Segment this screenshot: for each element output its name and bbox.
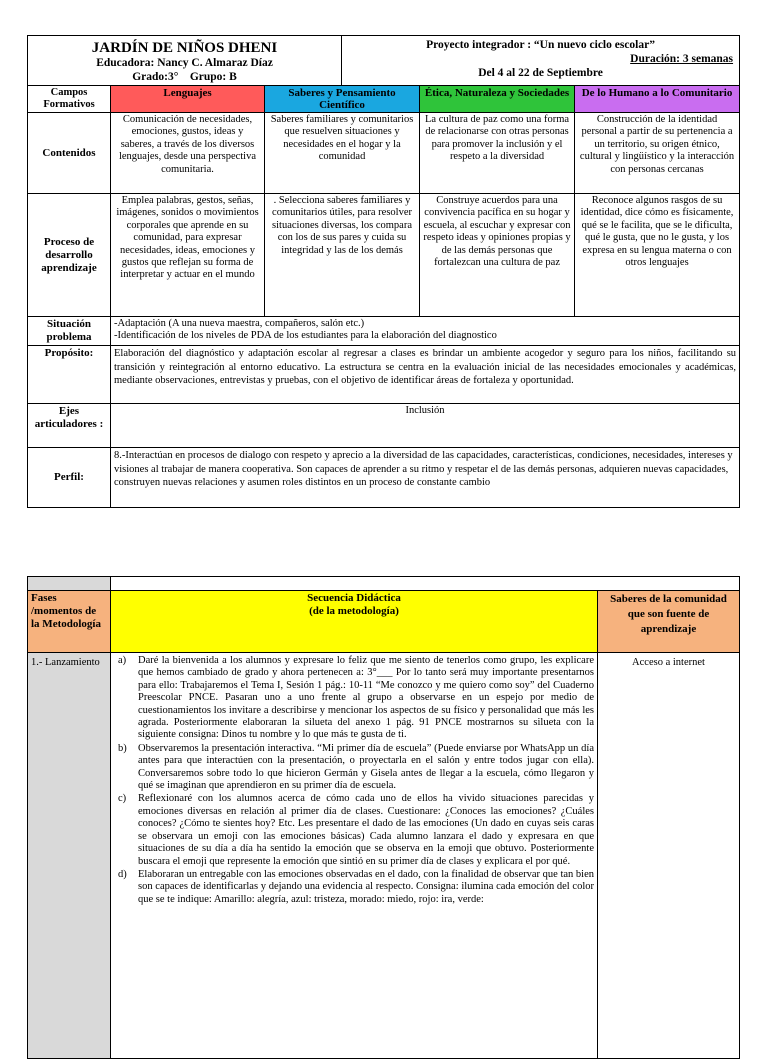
situacion-text	[111, 317, 740, 346]
project-duration: Duración: 3 semanas	[630, 53, 734, 65]
sequence-table	[27, 576, 740, 1059]
project-header-cell	[342, 36, 740, 86]
ejes-label: Ejes articuladores :	[28, 404, 111, 448]
contenido-humano: Construcción de la identidad personal a partir de su pertenencia a un territorio, su origen étnico, cultural y lingüístico y la interacción con personas cercanas	[575, 113, 740, 194]
campo-etica: Ética, Naturaleza y Sociedades	[420, 86, 575, 113]
contenido-etica: La cultura de paz como una forma de relacionarse con otras personas para promover la inclusión y el respeto a la diversidad	[420, 113, 575, 194]
contenido-saberes: Saberes familiares y comunitarios que resuelven situaciones y necesidades en el hogar y la comunidad	[265, 113, 420, 194]
proceso-label: Proceso de desarrollo aprendizaje	[28, 194, 111, 317]
teacher-name: Educadora: Nancy C. Almaraz Díaz	[96, 57, 273, 69]
situacion-line-2: -Identificación de los niveles de PDA de los estudiantes para la elaboración del diagnostico	[114, 330, 497, 342]
sequence-top-spacer-left	[28, 577, 111, 591]
secuencia-item	[114, 793, 594, 867]
resource-cell: Acceso a internet	[598, 653, 740, 1059]
item-label: c)	[118, 793, 127, 805]
secuencia-subtitle: (de la metodología)	[309, 605, 399, 617]
campos-label: Campos Formativos	[28, 86, 111, 113]
campo-saberes: Saberes y Pensamiento Científico	[265, 86, 420, 113]
secuencia-list	[114, 655, 594, 906]
secuencia-item	[114, 869, 594, 906]
secuencia-title-cell	[111, 591, 598, 653]
proposito-label: Propósito:	[28, 346, 111, 404]
item-label: b)	[118, 742, 127, 754]
phase-lanzamiento: 1.- Lanzamiento	[28, 653, 111, 1059]
planning-table	[27, 35, 740, 508]
situacion-label: Situación problema	[28, 317, 111, 346]
proceso-saberes: . Selecciona saberes familiares y comunitarios útiles, para resolver situaciones diversas, los compara con los de sus pares y cuida su integridad y las de los demás	[265, 194, 420, 317]
item-text: Observaremos la presentación interactiva. “Mi primer día de escuela” (Puede enviarse por WhatsApp un día antes para que interactúen con la presentación, o proyectarla en el salón y entre todos jugar con ella). Conversaremos sobre todo lo que hicieron Germán y Gisela antes de llegar a la escuela, cómo llegaron y qué se imaginan que aprendieron en su primer día de escuela.	[138, 742, 594, 792]
item-label: a)	[118, 655, 127, 666]
school-name: JARDÍN DE NIÑOS DHENI	[91, 40, 278, 56]
item-text: Reflexionaré con los alumnos acerca de cómo cada uno de ellos ha vivido situaciones parecidas y emociones diversas en relación al primer día de clases. Cuestionare: ¿Conoces las emociones? ¿Cuáles conoces? ¿Cómo te sientes hoy? Etc. Les presentare el dado de las emociones (Un dado en cuyas seis caras se observara un emoji con las emociones básicas) Cada alumno lanzara el dado y expresara en que situaciones de su día a día ha sentido la emoción que se observa en la emoji que obtuvo. Posteriormente buscara el emoji que represente la emoción que sintió en su primer día de clases y explicara el por qué.	[138, 793, 594, 867]
project-title: Proyecto integrador : “Un nuevo ciclo escolar”	[426, 39, 655, 51]
proceso-lenguajes: Emplea palabras, gestos, señas, imágenes, sonidos o movimientos corporales que aprende en su comunidad, para expresar necesidades, ideas, emociones y gustos que reflejan su forma de interpretar y actuar en el mundo	[111, 194, 265, 317]
proceso-humano: Reconoce algunos rasgos de su identidad, dice cómo es físicamente, qué se le facilita, que se le dificulta, qué le gusta, que no le gusta, y los expresa en su lengua materna o con otros lenguajes	[575, 194, 740, 317]
contenido-lenguajes: Comunicación de necesidades, emociones, gustos, ideas y saberes, a través de los diversos lenguajes, desde una perspectiva comunitaria.	[111, 113, 265, 194]
perfil-text: 8.-Interactúan en procesos de dialogo con respeto y aprecio a la diversidad de las capacidades, características, condiciones, necesidades, intereses y visiones al trabajar de manera cooperativa. Son capaces de aprender a su ritmo y respetar el de las demás personas, adquieren nuevas capacidades, construyen nuevas relaciones y asumen roles distintos en un proceso de constante cambio	[111, 448, 740, 508]
campo-lenguajes: Lenguajes	[111, 86, 265, 113]
secuencia-item	[114, 743, 594, 793]
sequence-top-spacer-right	[111, 577, 740, 591]
grade-group: Grado:3° Grupo: B	[132, 71, 237, 83]
perfil-label: Perfil:	[28, 448, 111, 508]
item-text: Elaboraran un entregable con las emociones observadas en el dado, con la finalidad de observar que tan bien son capaces de identificarlas y dejando una evidencia al respecto. Consigna: ilumina cada emoción del color que se te indique: Amarillo: alegría, azul: tristeza, morado: miedo, rojo: ira, verde:	[138, 868, 594, 905]
proposito-text: Elaboración del diagnóstico y adaptación escolar al regresar a clases es brindar un ambiente acogedor y seguro para los niños, facilitando su transición y reintegración al entorno educativo. La estructura se centra en la evaluación inicial de las necesidades emocionales y académicas, mediante observaciones, entrevistas y pruebas, con el objetivo de identificar áreas de fortaleza y oportunidad.	[111, 346, 740, 404]
contenidos-label: Contenidos	[28, 113, 111, 194]
school-header-cell	[28, 36, 342, 86]
secuencia-body	[111, 653, 598, 1059]
proceso-etica: Construye acuerdos para una convivencia pacífica en su hogar y escuela, al escuchar y expresar con respeto ideas y opiniones propias y de las demás personas que fortalezcan una cultura de paz	[420, 194, 575, 317]
secuencia-title: Secuencia Didáctica	[307, 592, 401, 604]
saberes-comunidad-label: Saberes de la comunidad que son fuente de aprendizaje	[598, 591, 740, 653]
campo-humano: De lo Humano a lo Comunitario	[575, 86, 740, 113]
ejes-value: Inclusión	[111, 404, 740, 448]
situacion-line-1: -Adaptación (A una nueva maestra, compañeros, salón etc.)	[114, 318, 365, 329]
item-text: Daré la bienvenida a los alumnos y expresare lo feliz que me siento de tenerlos como grupo, les explicare que hemos cambiado de grado y ahora pertenecen a: 3°___ Por lo tanto será muy importante presentarnos para ello: Trabajaremos el Tema I, Sesión 1 pág.: 10-11 “Me conozco y me quiero como soy” del Cuaderno Preescolar PNCE. Pasaran uno a uno frente al grupo a observarse en un espejo por medio de cuestionamientos los invitare a describirse y mencionar los aspectos de su físico y personalidad que más les agrada. Posteriormente elaboraran la silueta del anexo 1 pág. 91 PNCE mostrarnos su silueta con la siguiente consigna: Dinos tu nombre y lo que más te gusta de ti.	[138, 655, 594, 741]
item-label: d)	[118, 868, 127, 880]
secuencia-item	[114, 655, 594, 742]
project-dates: Del 4 al 22 de Septiembre	[478, 67, 603, 79]
fases-label: Fases /momentos de la Metodología	[28, 591, 111, 653]
